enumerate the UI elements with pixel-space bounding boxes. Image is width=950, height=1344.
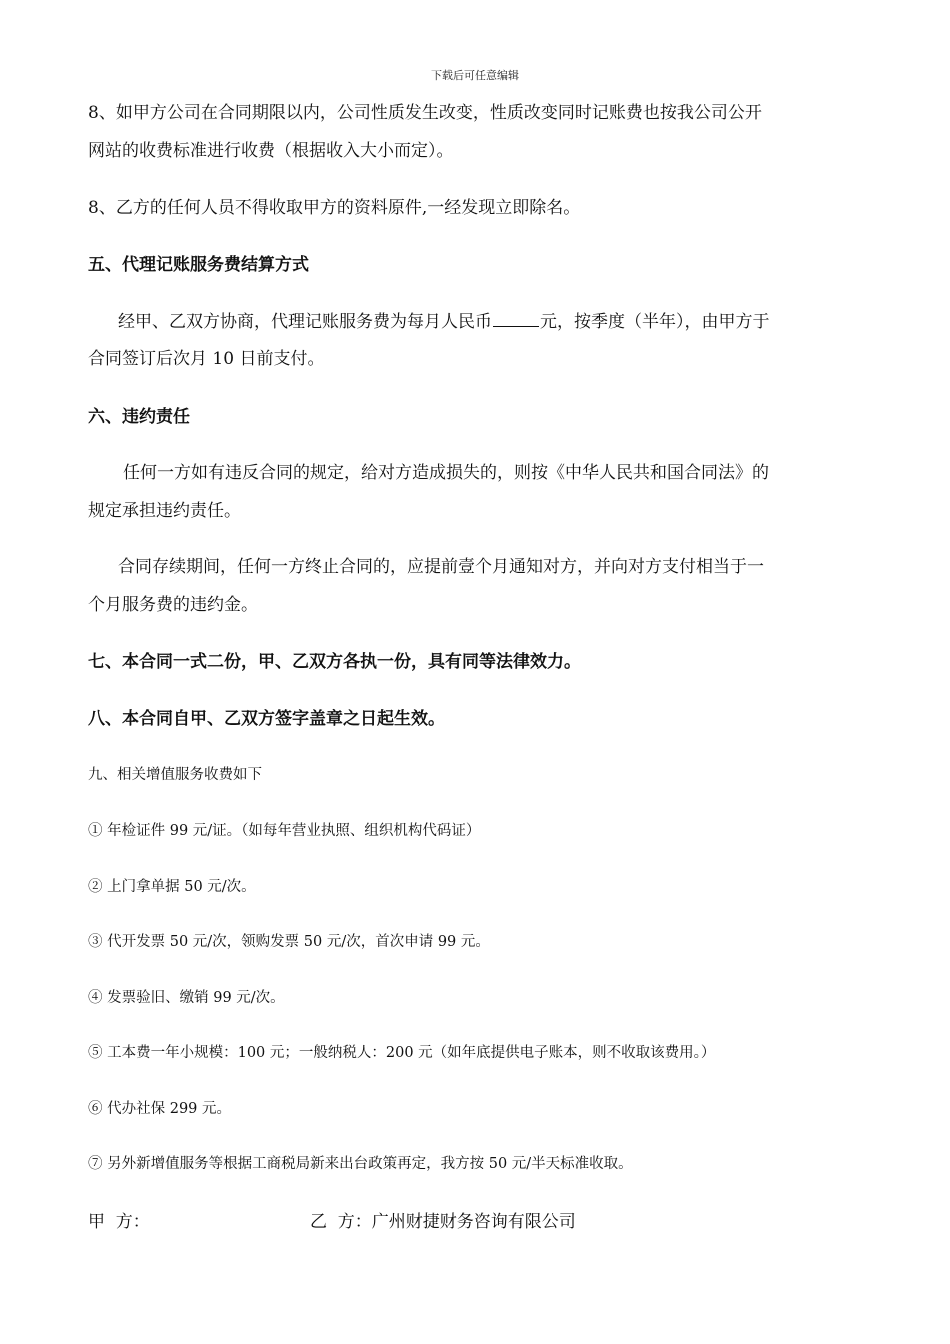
page-header: 下载后可任意编辑	[431, 69, 519, 82]
party-b-signature: 乙 方：广州财捷财务咨询有限公司	[310, 1212, 576, 1232]
section-8-heading: 八、本合同自甲、乙双方签字盖章之日起生效。	[88, 709, 445, 729]
section-6-heading: 六、违约责任	[88, 407, 190, 427]
fee-item: ② 上门拿单据 50 元/次。	[88, 879, 256, 895]
fee-item: ⑦ 另外新增值服务等根据工商税局新来出台政策再定，我方按 50 元/半天标准收取。	[88, 1156, 633, 1172]
clause-8b: 8、乙方的任何人员不得收取甲方的资料原件,一经发现立即除名。	[88, 198, 581, 218]
clause-8a-line2: 网站的收费标准进行收费（根据收入大小而定）。	[88, 141, 454, 161]
amount-blank	[493, 308, 539, 327]
section-6-para2-line1: 合同存续期间，任何一方终止合同的，应提前壹个月通知对方，并向对方支付相当于一	[118, 557, 764, 577]
party-a-signature: 甲 方：	[88, 1212, 150, 1232]
fee-item: ① 年检证件 99 元/证。（如每年营业执照、组织机构代码证）	[88, 823, 481, 839]
clause-8a-line1: 8、如甲方公司在合同期限以内，公司性质发生改变，性质改变同时记账费也按我公司公开	[88, 103, 762, 123]
section-6-para1-line2: 规定承担违约责任。	[88, 501, 241, 521]
section-5-line2: 合同签订后次月 10 日前支付。	[88, 349, 325, 369]
fee-item: ⑤ 工本费一年小规模：100 元；一般纳税人：200 元（如年底提供电子账本，则不收取该费用。）	[88, 1045, 716, 1061]
section-5-line1-text-b: 元，按季度（半年），由甲方于	[540, 312, 770, 332]
fee-item: ④ 发票验旧、缴销 99 元/次。	[88, 990, 285, 1006]
section-5-heading: 五、代理记账服务费结算方式	[88, 255, 309, 275]
section-9-heading: 九、相关增值服务收费如下	[88, 767, 262, 783]
section-6-para2-line2: 个月服务费的违约金。	[88, 595, 258, 615]
section-6-para1-line1: 任何一方如有违反合同的规定，给对方造成损失的，则按《中华人民共和国合同法》的	[123, 463, 769, 483]
section-5-line1	[88, 305, 888, 340]
fee-item: ③ 代开发票 50 元/次，领购发票 50 元/次，首次申请 99 元。	[88, 934, 490, 950]
section-5-line1-text-a: 经甲、乙双方协商，代理记账服务费为每月人民币	[118, 312, 492, 332]
section-7-heading: 七、本合同一式二份，甲、乙双方各执一份，具有同等法律效力。	[88, 652, 581, 672]
fee-item: ⑥ 代办社保 299 元。	[88, 1101, 232, 1117]
